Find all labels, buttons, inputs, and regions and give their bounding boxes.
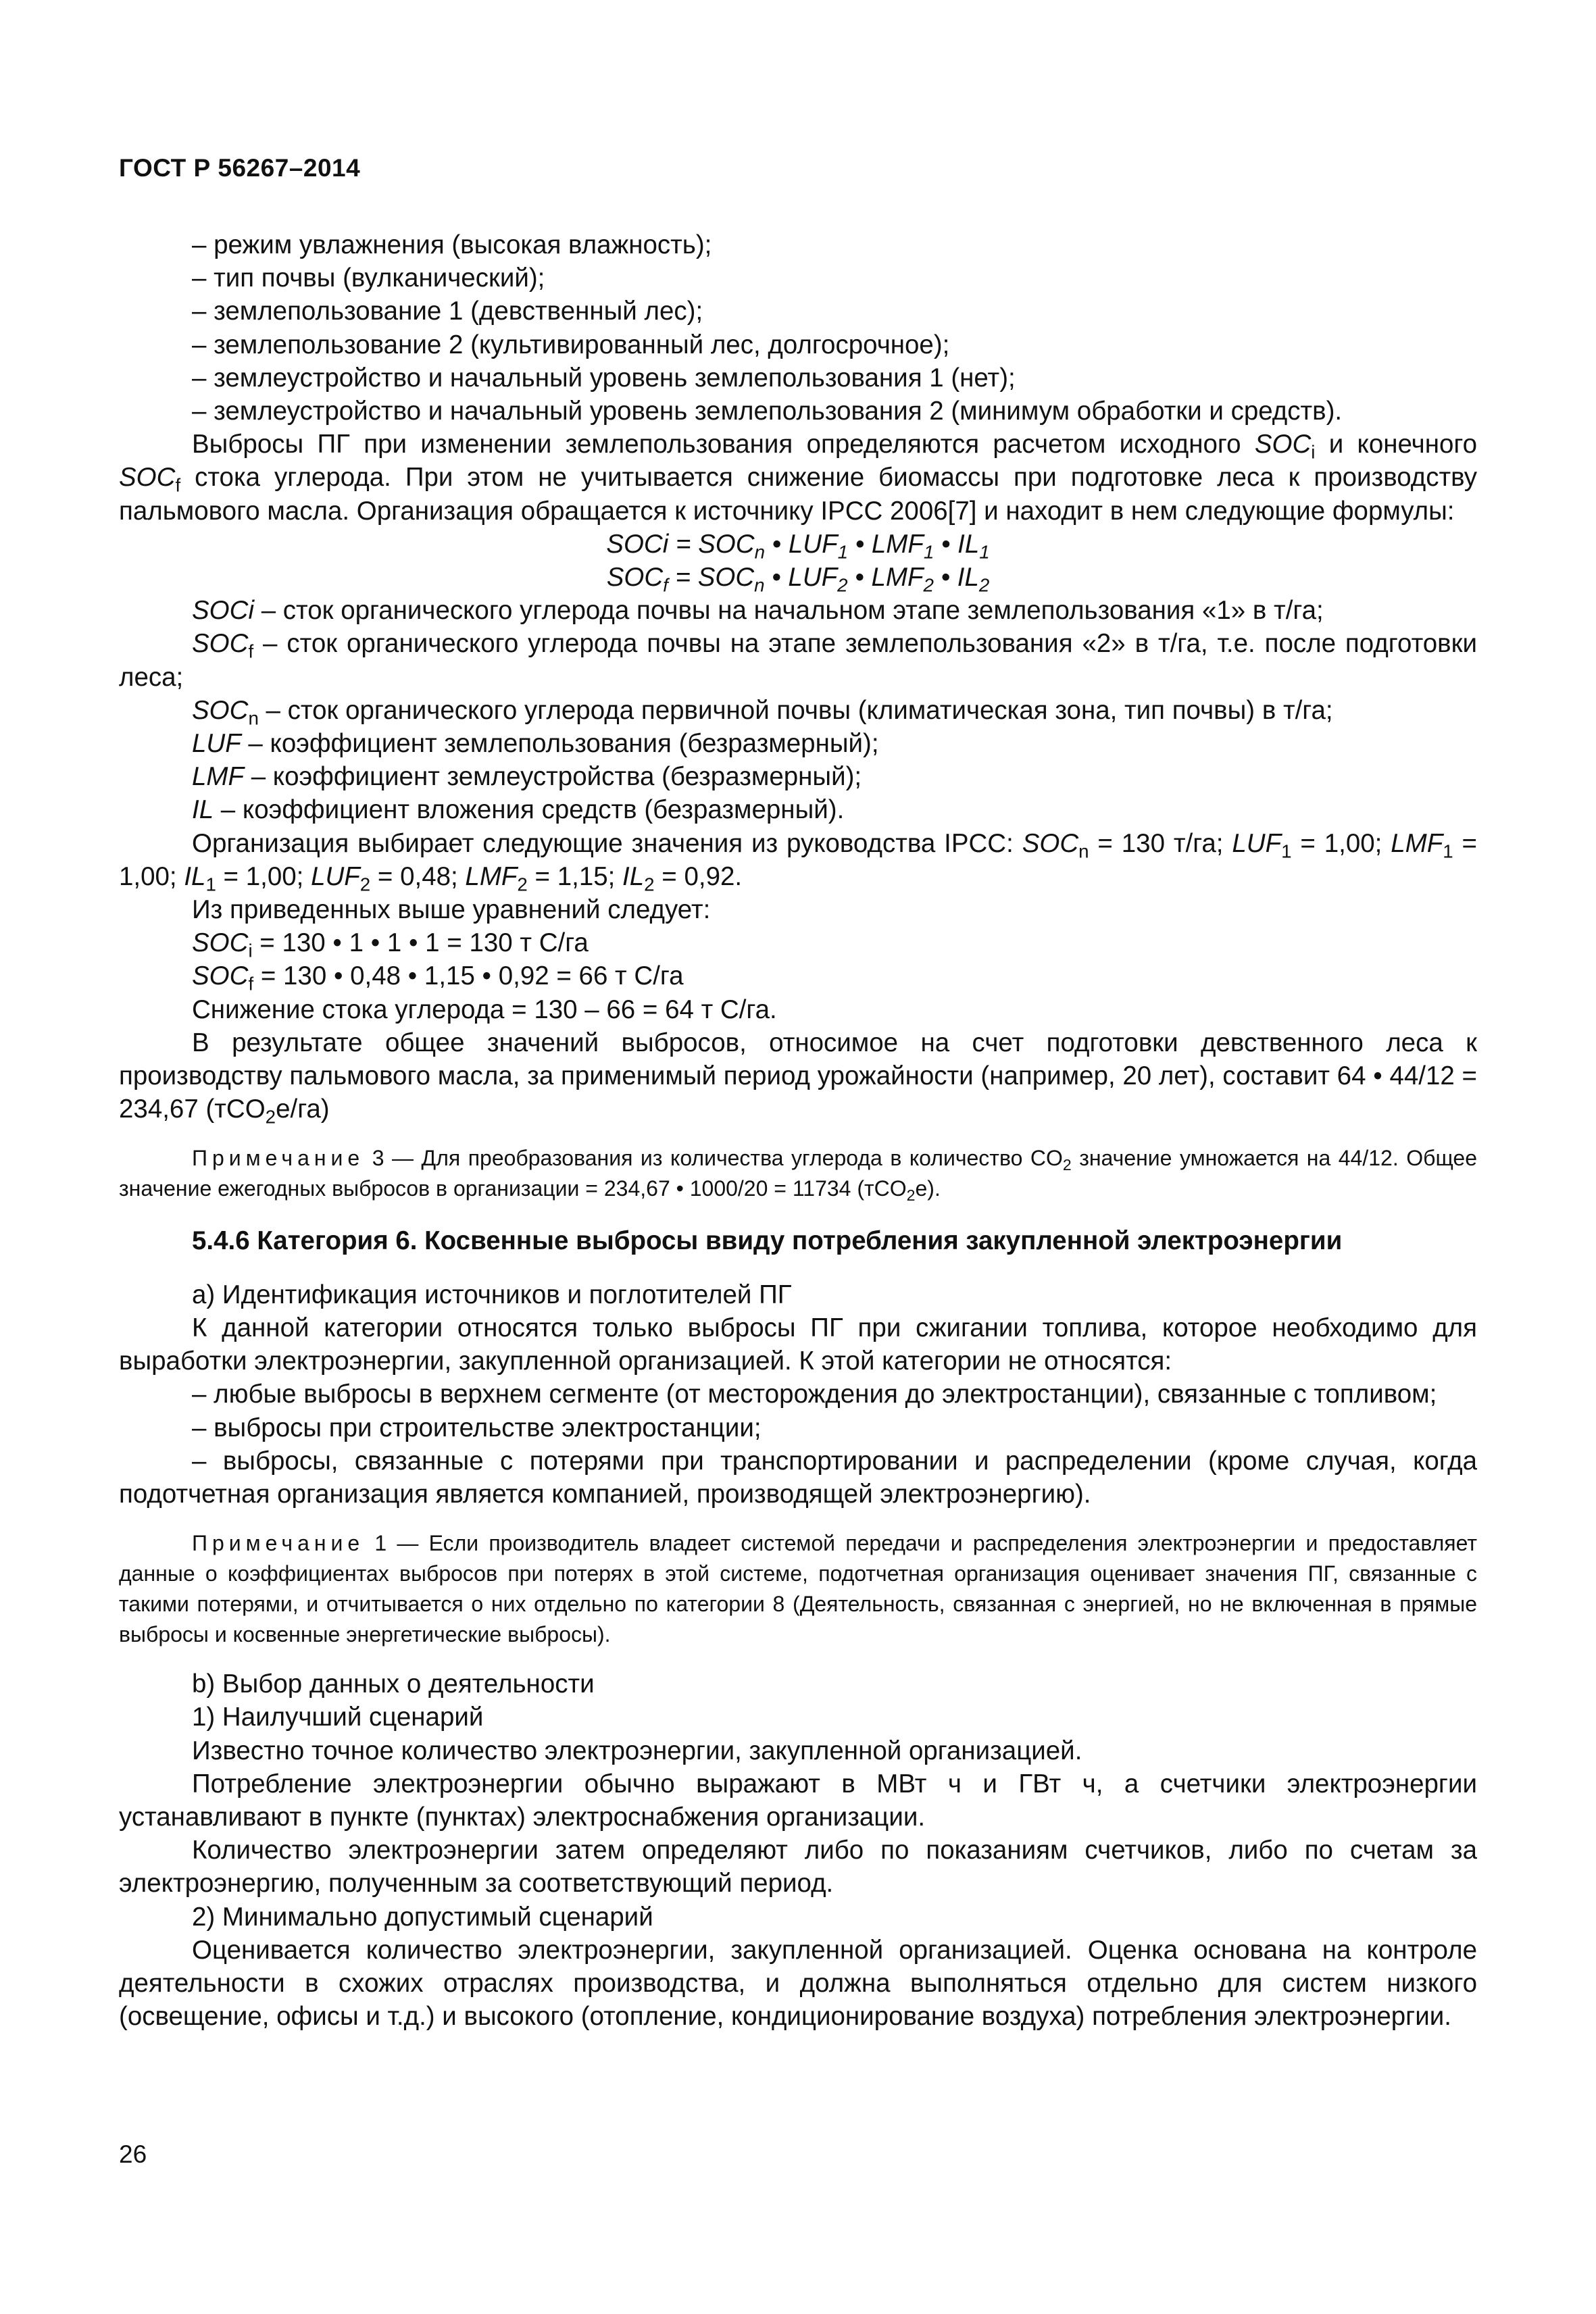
document-header: ГОСТ Р 56267–2014 [119,154,361,182]
list-item: – землепользование 2 (культивированный лес, долгосрочное); [192,330,950,359]
scenario-best-paragraph: Потребление электроэнергии обычно выражают в МВт ч и ГВт ч, а счетчики электроэнергии устанавливают в пункте (пунктах) электроснабжения организации. [119,1769,1477,1832]
part-a-title: а) Идентификация источников и поглотителей ПГ [192,1280,792,1309]
section-heading: 5.4.6 Категория 6. Косвенные выбросы ввиду потребления закупленной электроэнергии [192,1226,1343,1256]
note-1: Примечание 1 — Если производитель владеет системой передачи и распределения электроэнергии и предоставляет данные о коэффициентах выбросов при потерях в этой системе, подотчетная организация оценивает значения ПГ, связанные с такими потерями, и отчитывается о них отдельно по категории 8 (Деятельность, связанная с энергией, но не включенная в прямые выбросы и косвенные энергетические выбросы). [119,1531,1477,1647]
definition-socf: $SOC_f$ – сток органического углерода почвы на этапе землепользования «2» в т/га, т.е. после подготовки леса; [119,629,1477,692]
list-item: – землеустройство и начальный уровень землепользования 1 (нет); [192,363,1016,393]
paragraph-values: Организация выбирает следующие значения из руководства IPCC: $SOC_n = 130$ т/га; $LUF_1 = 1,00$; $LMF_1 = 1,00$; $IL_1 = 1,00$; $LUF_2 = 0,48$; $LMF_2 = 1,15$; $IL_2 = 0,92$. [119,828,1478,895]
list-item: – режим увлажнения (высокая влажность); [192,230,712,259]
definition-luf: LUF – коэффициент землепользования (безразмерный); [192,729,879,759]
calc-line-socf: $SOC_f = 130$ • 0,48 • 1,15 • 0,92 = 66 т С/га [192,961,684,995]
paragraph-result: В результате общее значений выбросов, относимое на счет подготовки девственного леса к производству пальмового масла, за применимый период урожайности (например, 20 лет), составит 64 • 44/12 = 234,67 (тCO$_2$е/га) [119,1028,1477,1128]
list-item: – тип почвы (вулканический); [192,263,545,293]
paragraph-emissions: Выбросы ПГ при изменении землепользования определяются расчетом исходного $SOC_i$ и конечного $SOC_f$ стока углерода. При этом не учитывается снижение биомассы при подготовке леса к производству пальмового масла. Организация обращается к источнику IPCC 2006[7] и находит в нем следующие формулы: [119,430,1477,526]
calc-intro: Из приведенных выше уравнений следует: [192,895,711,925]
definition-il: IL – коэффициент вложения средств (безразмерный). [192,795,845,825]
list-item: – выбросы, связанные с потерями при транспортировании и распределении (кроме случая, когда подотчетная организация является компанией, производящей электроэнергию). [119,1446,1477,1509]
list-item: – выбросы при строительстве электростанции; [192,1413,762,1442]
scenario-best-title: 1) Наилучший сценарий [192,1703,484,1732]
definition-lmf: LMF – коэффициент землеустройства (безразмерный); [192,762,862,792]
scenario-min-paragraph: Оценивается количество электроэнергии, закупленной организацией. Оценка основана на контроле деятельности в схожих отраслях производства, и должна выполняться отдельно для систем низкого (освещение, офисы и т.д.) и высокого (отопление, кондиционирование воздуха) потребления электроэнергии. [119,1935,1477,2032]
page-number: 26 [119,2140,147,2168]
part-a-paragraph: К данной категории относятся только выбросы ПГ при сжигании топлива, которое необходимо для выработки электроэнергии, закупленной организацией. К этой категории не относятся: [119,1313,1477,1376]
page-body [119,228,1477,2033]
scenario-min-title: 2) Минимально допустимый сценарий [192,1902,653,1932]
formula-socf: $SOC_f = SOC_n$ • $LUF_2$ • $LMF_2$ • $IL_2$ [606,563,990,596]
scenario-best-paragraph: Известно точное количество электроэнергии, закупленной организацией. [192,1736,1082,1765]
scenario-best-paragraph: Количество электроэнергии затем определяют либо по показаниям счетчиков, либо по счетам за электроэнергию, полученным за соответствующий период. [119,1836,1477,1898]
calc-line-soci: $SOC_i = 130$ • 1 • 1 • 1 = 130 т С/га [192,928,589,961]
formula-soci: SOCi = $SOC_n$ • $LUF_1$ • $LMF_1$ • $IL_1$ [606,529,990,563]
part-b-title: b) Выбор данных о деятельности [192,1669,595,1699]
calc-line-reduction: Снижение стока углерода = 130 – 66 = 64 т С/га. [192,995,777,1024]
list-item: – землеустройство и начальный уровень землепользования 2 (минимум обработки и средств). [192,397,1343,426]
note-3: Примечание 3 — Для преобразования из количества углерода в количество $CO_2$ значение умножается на 44/12. Общее значение ежегодных выбросов в организации = 234,67 • 1000/20 = 11734 (тCO$_2$е). [119,1146,1478,1205]
list-item: – землепользование 1 (девственный лес); [192,297,703,326]
definition-socn: $SOC_n$ – сток органического углерода первичной почвы (климатическая зона, тип почвы) в т/га; [192,695,1333,729]
definition-soci: SOCi – сток органического углерода почвы на начальном этапе землепользования «1» в т/га; [192,596,1324,626]
list-item: – любые выбросы в верхнем сегменте (от месторождения до электростанции), связанные с топливом; [192,1380,1437,1409]
